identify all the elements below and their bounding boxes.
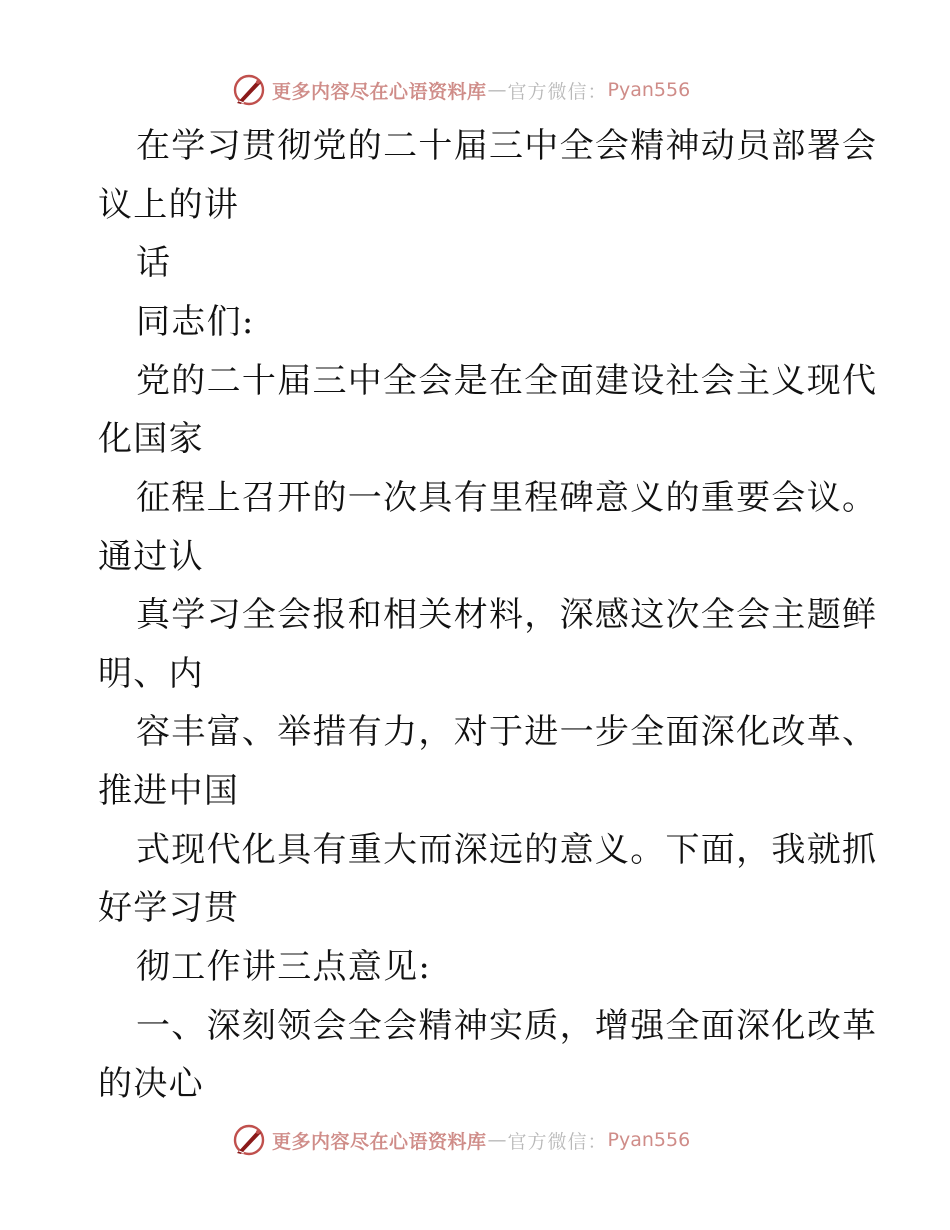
title-line: 话 [136, 243, 172, 283]
paragraph-line: 彻工作讲三点意见: [136, 947, 432, 987]
banner-wechat-id: Pyan556 [607, 79, 691, 101]
paragraph-line: 推进中国 [98, 771, 240, 811]
banner-brand-text: 更多内容尽在心语资料库 [272, 80, 487, 103]
header-watermark-banner [232, 72, 690, 108]
salutation-line: 同志们: [136, 302, 255, 342]
banner-dash: — [487, 1129, 507, 1151]
quill-pen-logo-icon [232, 1123, 266, 1157]
banner-wechat-label: 官方微信： [507, 1130, 608, 1153]
banner-wechat-id: Pyan556 [607, 1129, 691, 1151]
title-line: 议上的讲 [98, 185, 240, 225]
paragraph-line: 真学习全会报和相关材料，深感这次全会主题鲜 [136, 595, 878, 635]
paragraph-line: 好学习贯 [98, 888, 240, 928]
paragraph-line: 征程上召开的一次具有里程碑意义的重要会议。 [136, 478, 878, 518]
quill-pen-logo-icon [232, 73, 266, 107]
section-heading-line: 的决心 [98, 1064, 204, 1104]
footer-watermark-banner [232, 1122, 690, 1158]
paragraph-line: 式现代化具有重大而深远的意义。下面，我就抓 [136, 830, 878, 870]
title-line: 在学习贯彻党的二十届三中全会精神动员部署会 [136, 126, 878, 166]
paragraph-line: 容丰富、举措有力，对于进一步全面深化改革、 [136, 712, 878, 752]
banner-wechat-label: 官方微信： [507, 80, 608, 103]
banner-dash: — [487, 79, 507, 101]
banner-brand-text: 更多内容尽在心语资料库 [272, 1130, 487, 1153]
paragraph-line: 明、内 [98, 654, 204, 694]
paragraph-line: 化国家 [98, 419, 204, 459]
paragraph-line: 党的二十届三中全会是在全面建设社会主义现代 [136, 361, 878, 401]
paragraph-line: 通过认 [98, 537, 204, 577]
section-heading-line: 一、深刻领会全会精神实质，增强全面深化改革 [136, 1006, 878, 1046]
